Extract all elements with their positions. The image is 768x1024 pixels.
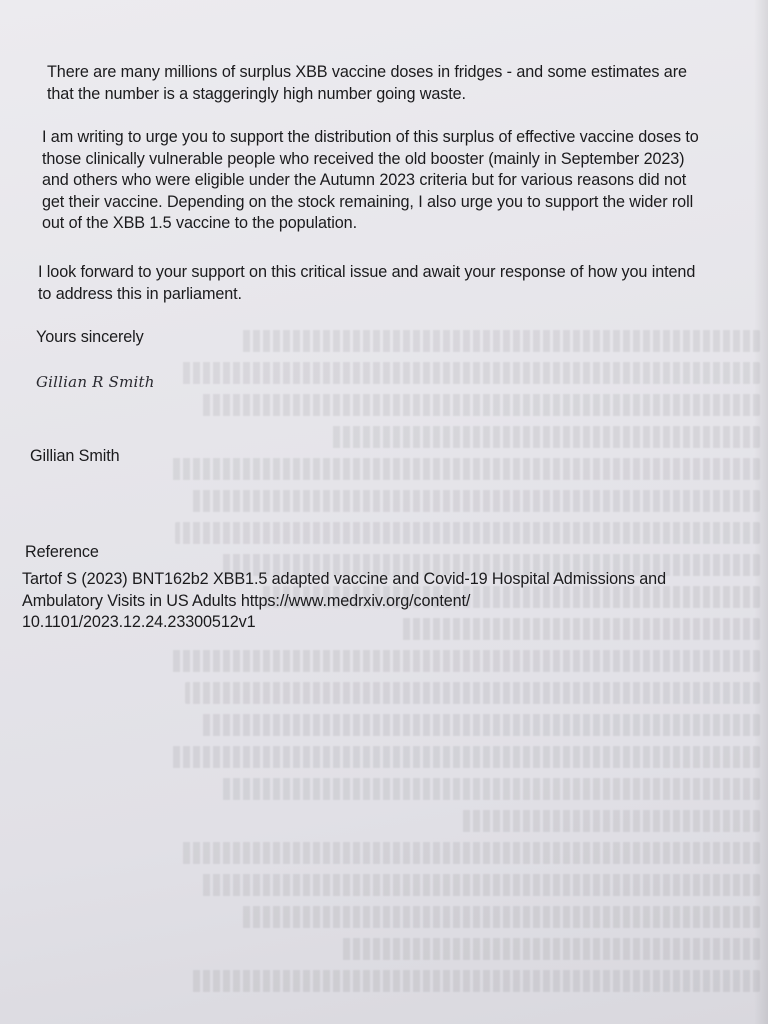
signature: Gillian R Smith [36,373,155,391]
reverse-side-bleed-through [160,330,760,1020]
reference-citation: Tartof S (2023) BNT162b2 XBB1.5 adapted vaccine and Covid-19 Hospital Admissions and Ambulatory Visits in US Adults https://www.medrxiv.org/content/ 10.1101/2023.12.24.23300512v1 [22,570,666,631]
paragraph-surplus-doses: There are many millions of surplus XBB vaccine doses in fridges - and some estimates are that the number is a staggeringly high number going waste. [47,63,687,103]
signer-name: Gillian Smith [30,447,120,465]
closing-salutation: Yours sincerely [36,328,144,346]
paragraph-closing-request: I look forward to your support on this critical issue and await your response of how you intend to address this in parliament. [38,263,696,303]
reference-heading: Reference [25,543,99,561]
paragraph-request: I am writing to urge you to support the distribution of this surplus of effective vaccine doses to those clinically vulnerable people who received the old booster (mainly in September 2023) and others who were eligible under the Autumn 2023 criteria but for various reasons did not get their vaccine. Depending on the stock remaining, I also urge you to support the wider roll out of the XBB 1.5 vaccine to the population. [42,128,699,232]
